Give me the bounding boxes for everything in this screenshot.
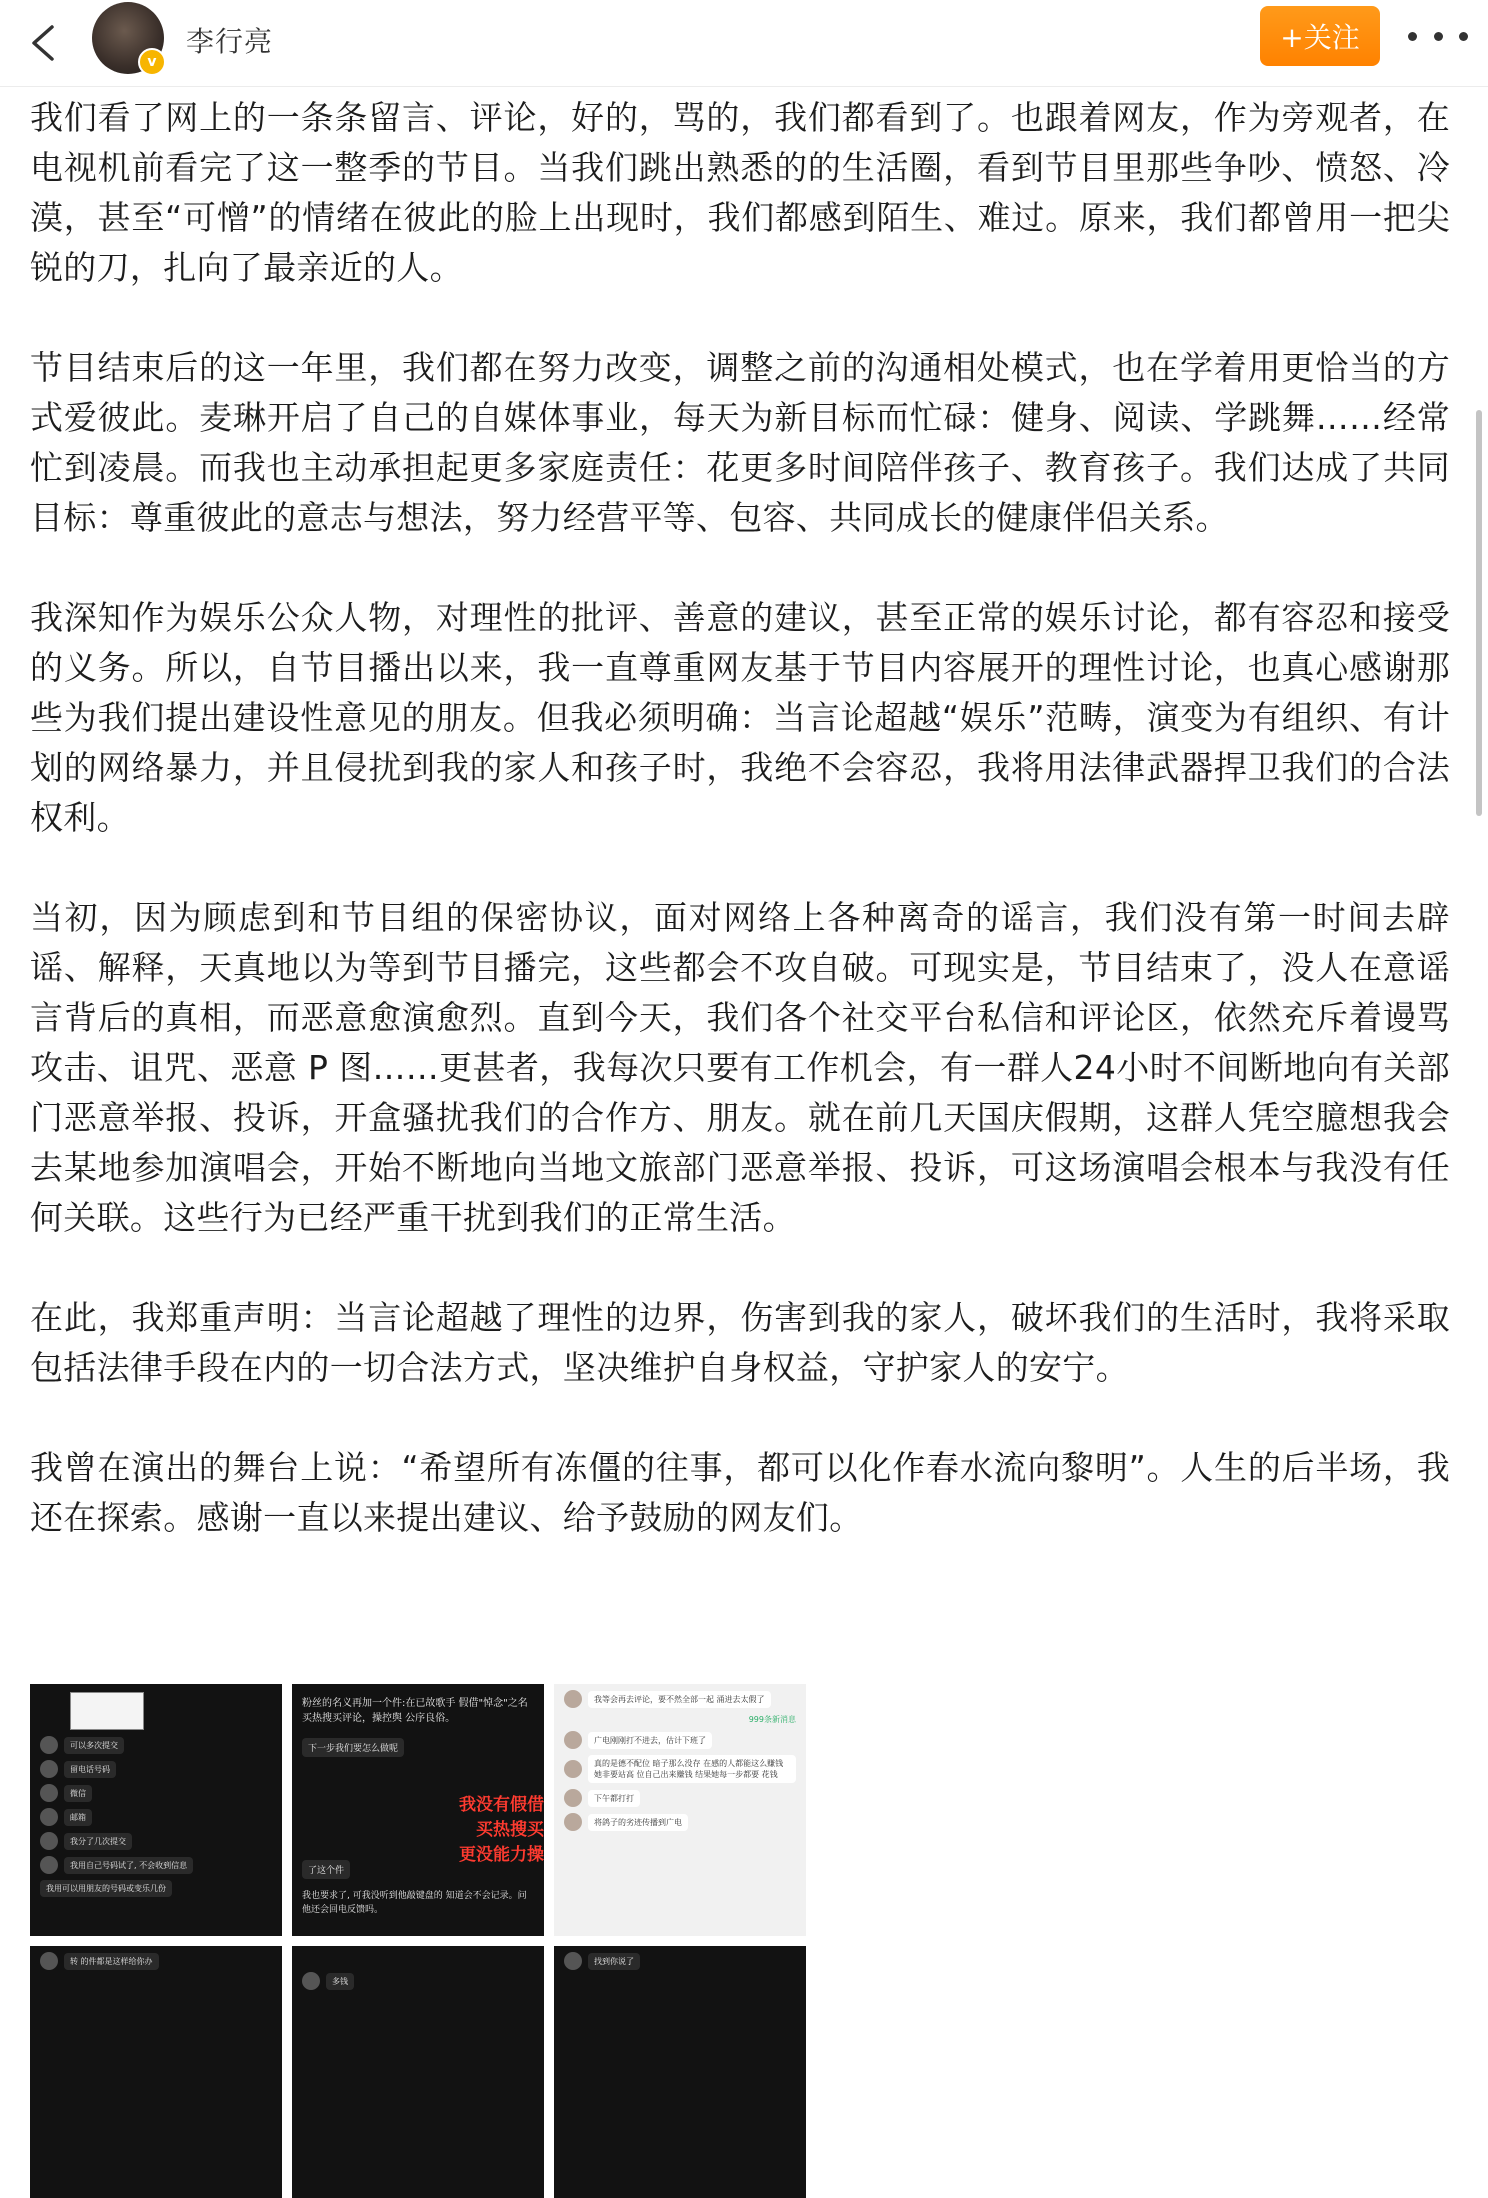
avatar-icon [564,1690,582,1708]
post-paragraph: 当初，因为顾虑到和节目组的保密协议，面对网络上各种离奇的谣言，我们没有第一时间去辟谣、解释，天真地以为等到节目播完，这些都会不攻自破。可现实是，节目结束了，没人在意谣言背后的真相，而恶意愈演愈烈。直到今天，我们各个社交平台私信和评论区，依然充斥着谩骂攻击、诅咒、恶意 P 图……更甚者，我每次只要有工作机会，有一群人24小时不间断地向有关部门恶意举报、投诉，开盒骚扰我们的合作方、朋友。就在前几天国庆假期，这群人凭空臆想我会去某地参加演唱会，开始不断地向当地文旅部门恶意举报、投诉，可这场演唱会根本与我没有任何关联。这些行为已经严重干扰到我们的正常生活。 [30,898,1450,1237]
screenshot-form [70,1692,144,1730]
post-paragraph: 节目结束后的这一年里，我们都在努力改变，调整之前的沟通相处模式，也在学着用更恰当的方式爱彼此。麦琳开启了自己的自媒体事业，每天为新目标而忙碌：健身、阅读、学跳舞……经常忙到凌晨。而我也主动承担起更多家庭责任：花更多时间陪伴孩子、教育孩子。我们达成了共同目标：尊重彼此的意志与想法，努力经营平等、包容、共同成长的健康伴侣关系。 [30,348,1450,537]
post-image-5[interactable] [292,1946,544,2198]
avatar-icon [40,1952,58,1970]
avatar-icon [564,1813,582,1831]
chat-row: 微信 [40,1784,272,1802]
avatar-icon [40,1736,58,1754]
avatar-icon [564,1760,582,1778]
post-image-1[interactable] [30,1684,282,1936]
post-image-2[interactable] [292,1684,544,1936]
avatar-icon [564,1952,582,1970]
post-image-6[interactable] [554,1946,806,2198]
avatar-icon [564,1731,582,1749]
avatar-icon [40,1832,58,1850]
avatar-icon [564,1789,582,1807]
more-options-icon[interactable] [1408,16,1468,56]
post-paragraph: 在此，我郑重声明：当言论超越了理性的边界，伤害到我的家人，破坏我们的生活时，我将采取包括法律手段在内的一切合法方式，坚决维护自身权益，守护家人的安宁。 [30,1298,1450,1387]
chat-row: 转 的件都是这样给你办 [40,1952,272,1970]
chat-row: 我用可以用朋友的号码或变乐几份 [40,1880,272,1897]
chat-row: 可以多次提交 [40,1736,272,1754]
chevron-left-icon [28,23,58,63]
username[interactable]: 李行亮 [186,25,274,58]
verified-badge-icon: v [138,48,166,76]
chat-row: 找到你说了 [564,1952,796,1970]
chat-row: 下一步我们要怎么做呢 [302,1738,534,1757]
red-caption: 我没有假借 买热搜买 更没能力操 [459,1795,544,1865]
follow-button[interactable]: +关注 [1260,6,1380,66]
chat-row: 广电刚刚打不进去，估计下班了 [564,1731,796,1749]
avatar-icon [40,1760,58,1778]
post-body [30,93,1450,1593]
post-paragraph: 我们看了网上的一条条留言、评论，好的，骂的，我们都看到了。也跟着网友，作为旁观者，在电视机前看完了这一整季的节目。当我们跳出熟悉的的生活圈，看到节目里那些争吵、愤怒、冷漠，甚至“可憎”的情绪在彼此的脸上出现时，我们都感到陌生、难过。原来，我们都曾用一把尖锐的刀，扎向了最亲近的人。 [30,98,1450,287]
scrollbar[interactable] [1476,410,1482,816]
screenshot-text: 我也要求了, 可我没听到他敲键盘的 知道会不会记录。问他还会回电反馈吗。 [302,1891,527,1915]
chat-row: 留电话号码 [40,1760,272,1778]
avatar[interactable] [92,2,164,74]
chat-row: 我分了几次提交 [40,1832,272,1850]
avatar-icon [302,1972,320,1990]
chat-row: 了这个件 [302,1860,350,1879]
chat-row: 将鸽子的劣迹传播到广电 [564,1813,796,1831]
chat-row: 邮箱 [40,1808,272,1826]
chat-row: 真的是德不配位 暗子那么没存 在感的人都能这么赚钱 她非要站高 位自己出来赚钱 结果她每一步都要 花钱 [564,1755,796,1783]
chat-row: 我用自己号码试了, 不会收到信息 [40,1856,272,1874]
chat-row: 我等会再去评论，要不然全部一起 涌进去太假了 [564,1690,796,1708]
avatar-icon [40,1808,58,1826]
post-image-3[interactable] [554,1684,806,1936]
chat-row: 下午都打打 [564,1789,796,1807]
chat-row: 多钱 [302,1972,534,1990]
back-button[interactable] [18,18,68,68]
post-image-4[interactable] [30,1946,282,2198]
new-message-count: 999条新消息 [748,1715,796,1724]
avatar-icon [40,1856,58,1874]
screenshot-text: 粉丝的名义再加一个件:在已故歌手 假借"悼念"之名买热搜买评论，操控舆 公序良俗。 [302,1698,528,1724]
avatar-icon [40,1784,58,1802]
top-nav-bar [0,0,1488,87]
post-paragraph: 我曾在演出的舞台上说：“希望所有冻僵的往事，都可以化作春水流向黎明”。人生的后半场，我还在探索。感谢一直以来提出建议、给予鼓励的网友们。 [30,1448,1450,1537]
post-paragraph: 我深知作为娱乐公众人物，对理性的批评、善意的建议，甚至正常的娱乐讨论，都有容忍和接受的义务。所以，自节目播出以来，我一直尊重网友基于节目内容展开的理性讨论，也真心感谢那些为我们提出建设性意见的朋友。但我必须明确：当言论超越“娱乐”范畴，演变为有组织、有计划的网络暴力，并且侵扰到我的家人和孩子时，我绝不会容忍，我将用法律武器捍卫我们的合法权利。 [30,598,1450,837]
